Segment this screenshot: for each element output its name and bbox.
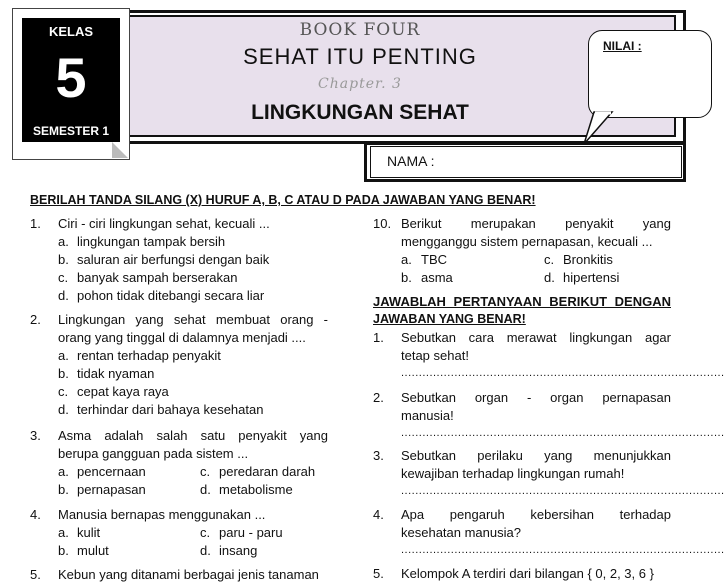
option-text: pohon tidak ditebangi secara liar	[77, 288, 265, 303]
option-text: pernapasan	[77, 482, 146, 497]
question-number: 4.	[373, 507, 384, 522]
worksheet-title: SEHAT ITU PENTING	[243, 44, 477, 69]
option-letter[interactable]: b.	[58, 366, 69, 381]
question-text: Apa pengaruh kebersihan terhadap	[401, 507, 671, 522]
question-number: 4.	[30, 507, 41, 522]
semester-label: SEMESTER 1	[32, 124, 110, 138]
option-letter[interactable]: b.	[58, 543, 69, 558]
option-text: banyak sampah berserakan	[77, 270, 238, 285]
option-letter[interactable]: b.	[401, 270, 412, 285]
option-text: metabolisme	[219, 482, 293, 497]
name-label: NAMA :	[387, 153, 435, 169]
question-number: 2.	[30, 312, 41, 327]
option-text: mulut	[77, 543, 109, 558]
option-letter[interactable]: d.	[200, 543, 211, 558]
question-number: 3.	[373, 448, 384, 463]
option-letter[interactable]: b.	[58, 252, 69, 267]
class-number: 5	[55, 46, 87, 109]
question-text: Asma adalah salah satu penyakit yang	[58, 428, 328, 443]
option-text: kulit	[77, 525, 101, 540]
book-label: BOOK FOUR	[299, 20, 421, 40]
question-text: manusia!	[401, 408, 454, 423]
option-text: cepat kaya raya	[77, 384, 169, 399]
chapter-label: Chapter. 3	[318, 76, 402, 92]
answer-line[interactable]: ...........................................................................................	[401, 485, 725, 497]
option-letter[interactable]: d.	[58, 402, 69, 417]
question-number: 10.	[373, 216, 392, 231]
question-text: Kebun yang ditanami berbagai jenis tanaman	[58, 567, 319, 582]
question-text: kesehatan manusia?	[401, 525, 521, 540]
question-text: Berikut merupakan penyakit yang	[401, 216, 671, 231]
question-number: 5.	[30, 567, 41, 582]
option-letter[interactable]: c.	[200, 464, 211, 479]
section-b-instruction: JAWABAN YANG BENAR!	[373, 312, 526, 326]
section-b-instruction: JAWABLAH PERTANYAAN BERIKUT DENGAN	[373, 294, 671, 309]
option-letter[interactable]: b.	[58, 482, 69, 497]
option-text: hipertensi	[563, 270, 620, 285]
option-text: insang	[219, 543, 258, 558]
option-text: lingkungan tampak bersih	[77, 234, 226, 249]
option-letter[interactable]: c.	[200, 525, 211, 540]
option-text: rentan terhadap penyakit	[77, 348, 221, 363]
question-text: Lingkungan yang sehat membuat orang -	[58, 312, 328, 327]
question-number: 1.	[373, 330, 384, 345]
option-letter[interactable]: c.	[544, 252, 555, 267]
option-text: peredaran darah	[219, 464, 316, 479]
question-number: 5.	[373, 566, 384, 581]
option-text: tidak nyaman	[77, 366, 155, 381]
answer-line[interactable]: ...........................................................................................	[401, 544, 725, 556]
question-number: 3.	[30, 428, 41, 443]
question-text: Sebutkan cara merawat lingkungan agar	[401, 330, 671, 345]
question-text: Ciri - ciri lingkungan sehat, kecuali ...	[58, 216, 270, 231]
question-text: kewajiban terhadap lingkungan rumah!	[401, 466, 625, 481]
option-text: pencernaan	[77, 464, 146, 479]
question-text: Sebutkan organ - organ pernapasan	[401, 390, 671, 405]
score-label: NILAI :	[603, 39, 642, 53]
question-number: 2.	[373, 390, 384, 405]
answer-line[interactable]: ...........................................................................................	[401, 367, 725, 379]
worksheet-subtitle: LINGKUNGAN SEHAT	[251, 101, 469, 124]
option-letter[interactable]: a.	[401, 252, 412, 267]
answer-line[interactable]: ...........................................................................................	[401, 427, 725, 439]
option-letter[interactable]: d.	[58, 288, 69, 303]
question-text: mengganggu sistem pernapasan, kecuali ...	[401, 234, 653, 249]
option-letter[interactable]: d.	[544, 270, 555, 285]
question-text: orang yang tinggal di dalamnya menjadi ....	[58, 330, 306, 345]
class-badge	[22, 18, 120, 142]
option-letter[interactable]: a.	[58, 234, 69, 249]
option-letter[interactable]: a.	[58, 464, 69, 479]
question-text: berupa gangguan pada sistem ...	[58, 446, 249, 461]
option-letter[interactable]: c.	[58, 384, 69, 399]
option-letter[interactable]: a.	[58, 525, 69, 540]
option-text: paru - paru	[219, 525, 283, 540]
option-text: TBC	[421, 252, 447, 267]
option-letter[interactable]: c.	[58, 270, 69, 285]
option-letter[interactable]: a.	[58, 348, 69, 363]
class-label: KELAS	[48, 24, 94, 39]
page-fold-decoration	[112, 142, 128, 158]
option-letter[interactable]: d.	[200, 482, 211, 497]
question-text: Kelompok A terdiri dari bilangan { 0, 2, 3, 6 }	[401, 566, 654, 581]
question-text: Sebutkan perilaku yang menunjukkan	[401, 448, 671, 463]
option-text: saluran air berfungsi dengan baik	[77, 252, 270, 267]
question-text: tetap sehat!	[401, 348, 469, 363]
option-text: Bronkitis	[563, 252, 613, 267]
option-text: terhindar dari bahaya kesehatan	[77, 402, 264, 417]
question-text: Manusia bernapas menggunakan ...	[58, 507, 266, 522]
question-number: 1.	[30, 216, 41, 231]
option-text: asma	[421, 270, 453, 285]
section-a-instruction: BERILAH TANDA SILANG (X) HURUF A, B, C ATAU D PADA JAWABAN YANG BENAR!	[30, 193, 536, 207]
